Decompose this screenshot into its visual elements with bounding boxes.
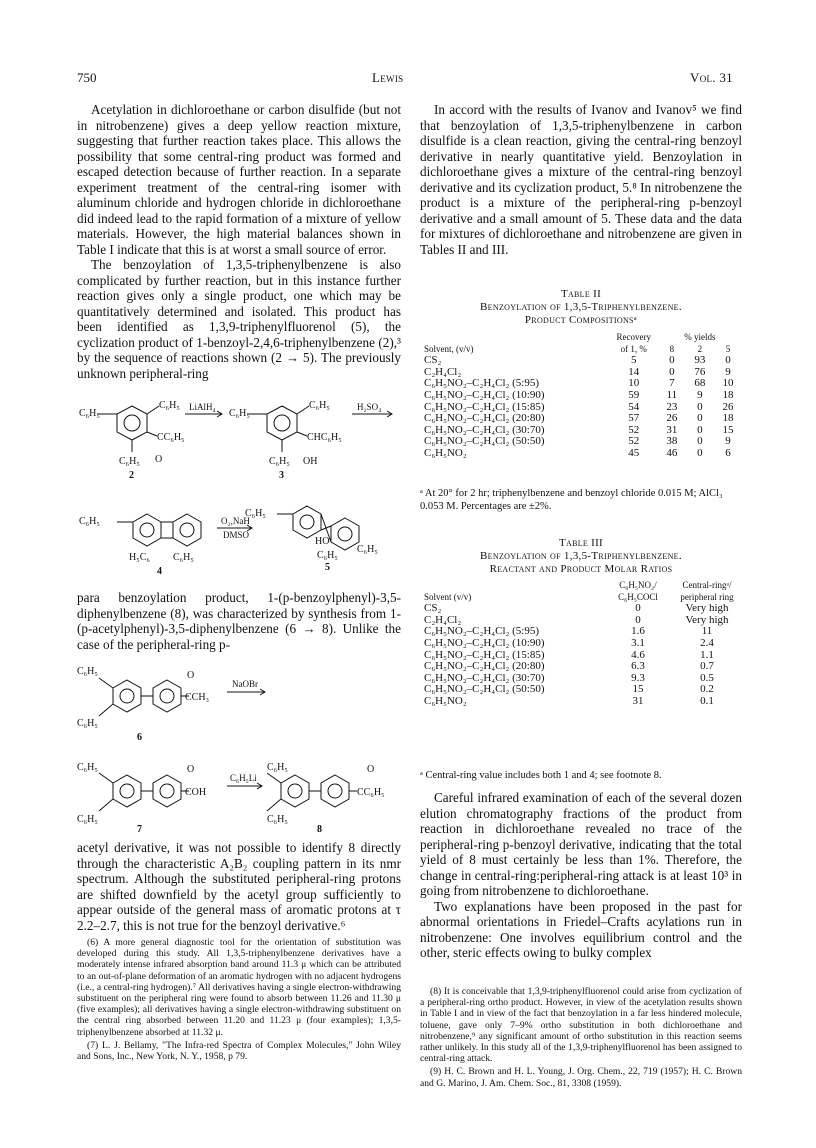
footnotes-right bbox=[420, 986, 742, 1091]
value-cell: 18 bbox=[722, 388, 734, 401]
value-cell: 11 bbox=[701, 625, 713, 638]
table-subtitle: Reactant and Product Molar Ratios bbox=[489, 563, 673, 575]
reaction-scheme-benzoylphenyl bbox=[77, 650, 407, 835]
solvent-cell: C₆H₅NO₂–C₂H₄Cl₂ (10:90) bbox=[424, 636, 545, 649]
col-header: 8 bbox=[669, 343, 675, 354]
value-cell: 6.3 bbox=[631, 660, 645, 673]
table-row bbox=[420, 661, 742, 673]
phenyl-label: C₆H₅ bbox=[79, 408, 100, 419]
phenyl-label: C₆H₅ bbox=[357, 544, 378, 555]
carboxyl-label: COH bbox=[185, 787, 207, 798]
left-column-middle bbox=[77, 590, 401, 652]
phenyl-label: C₆H₅ bbox=[173, 552, 194, 563]
value-cell: 23 bbox=[666, 400, 678, 413]
value-cell: Very high bbox=[685, 602, 729, 615]
value-cell: 0.7 bbox=[700, 660, 714, 673]
table-title: Benzoylation of 1,3,5-Triphenylbenzene. bbox=[480, 550, 682, 562]
compound-number: 8 bbox=[317, 824, 322, 835]
value-cell: 6 bbox=[725, 446, 731, 459]
value-cell: 93 bbox=[694, 354, 706, 367]
value-cell: 0 bbox=[669, 365, 675, 378]
h5c6-label: H₅C₆ bbox=[129, 552, 150, 563]
value-cell: 5 bbox=[631, 354, 637, 367]
right-column-bottom bbox=[420, 790, 742, 961]
value-cell: 0 bbox=[697, 435, 703, 448]
left-column-top bbox=[77, 102, 401, 381]
value-cell: 31 bbox=[632, 694, 644, 707]
value-cell: 0 bbox=[635, 602, 641, 615]
solvent-cell: CS₂ bbox=[424, 354, 442, 367]
value-cell: 1.1 bbox=[700, 648, 714, 661]
value-cell: 11 bbox=[666, 388, 678, 401]
solvent-cell: C₆H₅NO₂–C₂H₄Cl₂ (50:50) bbox=[424, 435, 545, 448]
value-cell: 0.1 bbox=[700, 694, 714, 707]
col-header: Central-ringᵃ/ peripheral ring bbox=[680, 580, 734, 602]
solvent-cell: C₆H₅NO₂–C₂H₄Cl₂ (20:80) bbox=[424, 660, 545, 673]
phenyl-label: C₆H₅ bbox=[77, 814, 98, 825]
phenyl-label: C₆H₅ bbox=[79, 516, 100, 527]
oxygen-label: O bbox=[187, 670, 195, 681]
phenyl-label: C₆H₅ bbox=[159, 400, 180, 411]
phenyl-label: C₆H₅ bbox=[269, 456, 290, 467]
table-row bbox=[420, 696, 742, 708]
hydroxyl-label: OH bbox=[303, 456, 318, 467]
col-header: Recovery of 1, % bbox=[616, 332, 652, 354]
col-header: 5 bbox=[725, 343, 731, 354]
table-row bbox=[420, 413, 742, 425]
volume-label: Vol. 31 bbox=[690, 70, 733, 85]
value-cell: 52 bbox=[628, 423, 640, 436]
col-header: % yields bbox=[684, 332, 716, 342]
value-cell: Very high bbox=[685, 613, 729, 626]
value-cell: 4.6 bbox=[631, 648, 645, 661]
value-cell: 7 bbox=[669, 377, 675, 390]
value-cell: 26 bbox=[666, 412, 678, 425]
paragraph: Acetylation in dichloroethane or carbon disulfide (but not in nitrobenzene) gives a deep yellow reaction mixture, suggesting that further reaction takes place. This allows the possibility that some central-ring product was formed and escaped detection because of further reaction. In a separate experiment treatment of the central-ring isomer with aluminum chloride and hydrogen chloride in dichloroethane did indeed lead to the rapid formation of a mixture of yellow materials. However, the high material balances shown in Table I indicate that this is at worst a small source of error. bbox=[77, 102, 401, 257]
table-3-caption bbox=[420, 537, 742, 576]
table-3 bbox=[420, 580, 742, 708]
table-label: Table III bbox=[558, 537, 604, 549]
phenyl-label: C₆H₅ bbox=[77, 718, 98, 729]
footnote: (8) It is conceivable that 1,3,9-triphenylfluorenol could arise from cyclization of a peripheral-ring ortho product. However, in view of the acetylation results shown in Table I and in view of the fact that benzoylation in a far less hindered molecule, toluene, gave only 7–9% ortho substitution in both dichloroethane and nitrobenzene,⁹ any significant amount of ortho substitution in this reaction seems rather unlikely. In this study all of the 1,3,9-triphenylfluorenol has been assigned to central-ring attack. bbox=[420, 986, 742, 1065]
compound-number: 5 bbox=[325, 562, 330, 573]
value-cell: 52 bbox=[628, 435, 640, 448]
compound-number: 2 bbox=[129, 470, 134, 481]
value-cell: 0 bbox=[635, 613, 641, 626]
value-cell: 54 bbox=[628, 400, 640, 413]
value-cell: 45 bbox=[628, 446, 640, 459]
value-cell: 57 bbox=[628, 412, 640, 425]
hydroxyl-label: HO bbox=[315, 536, 330, 547]
table-row bbox=[420, 638, 742, 650]
phenyl-label: C₆H₅ bbox=[119, 456, 140, 467]
col-header: C₆H₅NO₂/ C₆H₅COCl bbox=[618, 580, 658, 602]
value-cell: 9.3 bbox=[631, 671, 645, 684]
value-cell: 0 bbox=[697, 446, 703, 459]
paragraph: Two explanations have been proposed in the past for abnormal orientations in Friedel–Crafts acylations run in nitrobenzene: One involves equilibrium control and the other, steric effects owing to bulky complex bbox=[420, 898, 742, 960]
value-cell: 9 bbox=[725, 365, 731, 378]
reagent-label: O₂,NaH bbox=[221, 516, 250, 526]
oxygen-label: O bbox=[155, 454, 163, 465]
phenyl-label: C₆H₅ bbox=[77, 762, 98, 773]
solvent-cell: C₆H₅NO₂–C₂H₄Cl₂ (30:70) bbox=[424, 423, 545, 436]
solvent-cell: CS₂ bbox=[424, 602, 442, 615]
table-2-note: ᵃ At 20° for 2 hr; triphenylbenzene and benzoyl chloride 0.015 M; AlCl₃ 0.053 M. Percentages are ±2%. bbox=[420, 488, 723, 512]
table-row bbox=[420, 390, 742, 402]
value-cell: 9 bbox=[725, 435, 731, 448]
table-3-note: ᵃ Central-ring value includes both 1 and 4; see footnote 8. bbox=[420, 770, 662, 781]
solvent-cell: C₆H₅NO₂ bbox=[424, 446, 467, 459]
solvent-cell: C₂H₄Cl₂ bbox=[424, 613, 462, 626]
reagent-label: H₂SO₄ bbox=[357, 402, 382, 412]
value-cell: 26 bbox=[722, 400, 734, 413]
value-cell: 46 bbox=[666, 446, 678, 459]
right-column-top bbox=[420, 102, 742, 257]
col-header: 2 bbox=[697, 343, 703, 354]
value-cell: 0 bbox=[697, 423, 703, 436]
paragraph: para benzoylation product, 1-(p-benzoylphenyl)-3,5-diphenylbenzene (8), was characterized by synthesis from 1-(p-acetylphenyl)-3,5-diphenylbenzene (6 → 8). Unlike the case of the peripheral-ring p- bbox=[77, 590, 401, 652]
paragraph: acetyl derivative, it was not possible to identify 8 directly through the characteristic A₂B₂ coupling pattern in its nmr spectrum. Although the substituted peripheral-ring protons are shifted downfield by the acetyl group sufficiently to appear outside of the general mass of aromatic protons at τ 2.2–2.7, this is not true for the benzoyl derivative.⁶ bbox=[77, 840, 401, 933]
value-cell: 14 bbox=[628, 365, 640, 378]
value-cell: 0 bbox=[725, 354, 731, 367]
phenyl-label: C₆H₅ bbox=[267, 762, 288, 773]
value-cell: 59 bbox=[628, 388, 640, 401]
col-header: Solvent (v/v) bbox=[424, 591, 472, 602]
value-cell: 0 bbox=[697, 412, 703, 425]
footnote: (6) A more general diagnostic tool for the orientation of substitution was developed during this study. All 1,3,5-triphenylbenzene derivatives have a moderately intense infrared absorption band around 11.3 μ which can be attributed to an out-of-plane deformation of an aromatic hydrogen with no adjacent hydrogens (i.e., a central-ring hydrogen).⁷ All derivatives having a single electron-withdrawing substituent on the peripheral ring were found to absorb between 11.26 and 11.30 μ (five examples); all derivatives having a single electron-withdrawing substituent on the central ring absorbed between 11.20 and 11.23 μ (four examples); 1,3,5-triphenylbenzene absorbed at 11.32 μ. bbox=[77, 937, 401, 1038]
solvent-cell: C₆H₅NO₂–C₂H₄Cl₂ (20:80) bbox=[424, 412, 545, 425]
value-cell: 18 bbox=[722, 412, 734, 425]
value-cell: 15 bbox=[722, 423, 734, 436]
phenyl-label: C₆H₅ bbox=[229, 408, 250, 419]
value-cell: 0.2 bbox=[700, 683, 714, 696]
compound-number: 4 bbox=[157, 566, 162, 577]
value-cell: 68 bbox=[694, 377, 706, 390]
compound-number: 3 bbox=[279, 470, 284, 481]
paragraph: The benzoylation of 1,3,5-triphenylbenzene is also complicated by further reaction, but in this instance further reaction gives only a single product, one which may be quantitatively determined and isolated. This product has been identified as 1,3,9-triphenylfluorenol (5), the cyclization product of 1-benzoyl-2,4,6-triphenylbenzene (2),³ by the sequence of reactions shown (2 → 5). The previously unknown peripheral-ring bbox=[77, 257, 401, 381]
solvent-cell: C₆H₅NO₂–C₂H₄Cl₂ (50:50) bbox=[424, 683, 545, 696]
reaction-scheme-fluorenol bbox=[77, 384, 407, 584]
footnote: (7) L. J. Bellamy, "The Infra-red Spectra of Complex Molecules," John Wiley and Sons, Inc., New York, N. Y., 1958, p 79. bbox=[77, 1039, 401, 1063]
solvent-cell: C₆H₅NO₂–C₂H₄Cl₂ (5:95) bbox=[424, 377, 539, 390]
solvent-cell: C₆H₅NO₂–C₂H₄Cl₂ (10:90) bbox=[424, 388, 545, 401]
table-subtitle: Product Compositionsᵃ bbox=[524, 314, 638, 326]
solvent-cell: C₆H₅NO₂–C₂H₄Cl₂ (5:95) bbox=[424, 625, 539, 638]
solvent-cell: C₆H₅NO₂–C₂H₄Cl₂ (15:85) bbox=[424, 400, 545, 413]
phenyl-label: C₆H₅ bbox=[245, 508, 266, 519]
solvent-cell: C₆H₅NO₂–C₂H₄Cl₂ (15:85) bbox=[424, 648, 545, 661]
value-cell: 10 bbox=[628, 377, 640, 390]
reagent-label: DMSO bbox=[223, 530, 250, 540]
table-title: Benzoylation of 1,3,5-Triphenylbenzene. bbox=[480, 301, 682, 313]
table-row bbox=[420, 436, 742, 448]
solvent-cell: C₆H₅NO₂–C₂H₄Cl₂ (30:70) bbox=[424, 671, 545, 684]
benzoyl-label: CC₆H₅ bbox=[157, 432, 185, 443]
solvent-cell: C₂H₄Cl₂ bbox=[424, 365, 462, 378]
compound-number: 7 bbox=[137, 824, 142, 835]
value-cell: 76 bbox=[694, 365, 706, 378]
value-cell: 9 bbox=[697, 388, 703, 401]
value-cell: 2.4 bbox=[700, 636, 714, 649]
table-row bbox=[420, 684, 742, 696]
col-header: Solvent, (v/v) bbox=[424, 343, 474, 354]
reagent-label: LiAlH₄ bbox=[189, 402, 216, 412]
benzoyl-label: CC₆H₅ bbox=[357, 787, 385, 798]
phenyl-label: C₆H₅ bbox=[267, 814, 288, 825]
chc6h5-label: CHC₆H₅ bbox=[307, 432, 342, 443]
value-cell: 10 bbox=[722, 377, 734, 390]
table-2-caption bbox=[420, 288, 742, 327]
value-cell: 0 bbox=[697, 400, 703, 413]
phenyl-label: C₆H₅ bbox=[309, 400, 330, 411]
oxygen-label: O bbox=[367, 764, 375, 775]
value-cell: 38 bbox=[666, 435, 678, 448]
value-cell: 3.1 bbox=[631, 636, 645, 649]
value-cell: 31 bbox=[666, 423, 678, 436]
left-column-bottom bbox=[77, 840, 401, 933]
running-author: Lewis bbox=[372, 70, 404, 85]
reagent-label: C₆H₅Li bbox=[230, 773, 257, 783]
reagent-label: NaOBr bbox=[232, 679, 258, 689]
value-cell: 0 bbox=[669, 354, 675, 367]
value-cell: 0.5 bbox=[700, 671, 714, 684]
value-cell: 15 bbox=[632, 683, 644, 696]
compound-number: 6 bbox=[137, 732, 142, 743]
table-label: Table II bbox=[560, 288, 602, 300]
acetyl-label: CCH₃ bbox=[185, 692, 210, 703]
paragraph: In accord with the results of Ivanov and Ivanov⁵ we find that benzoylation of 1,3,5-triphenylbenzene in carbon disulfide is a clean reaction, giving the central-ring benzoyl derivative in nearly quantitative yield. Benzoylation in dichloroethane gives a mixture of the central-ring benzoyl derivative and its cyclization product, 5.⁸ In nitrobenzene the product is a mixture of the peripheral-ring p-benzoyl derivative and a small amount of 5. These data and the data for mixtures of dichloroethane and nitrobenzene are given in Tables II and III. bbox=[420, 102, 742, 257]
footnote: (9) H. C. Brown and H. L. Young, J. Org. Chem., 22, 719 (1957); H. C. Brown and G. Marino, J. Am. Chem. Soc., 81, 3308 (1959). bbox=[420, 1066, 742, 1089]
phenyl-label: C₆H₅ bbox=[317, 550, 338, 561]
solvent-cell: C₆H₅NO₂ bbox=[424, 694, 467, 707]
table-2 bbox=[420, 332, 742, 460]
paragraph: Careful infrared examination of each of the several dozen elution chromatography fractions of the product from reaction in dichloroethane revealed no trace of the peripheral-ring p-benzoyl derivative, indicating that the total yield of 8 must certainly be less than 1%. Therefore, the change in central-ring:peripheral-ring attack is at least 10³ in going from nitrobenzene to dichloroethane. bbox=[420, 790, 742, 898]
value-cell: 1.6 bbox=[631, 625, 645, 638]
page-number: 750 bbox=[77, 70, 97, 85]
oxygen-label: O bbox=[187, 764, 195, 775]
phenyl-label: C₆H₅ bbox=[77, 666, 98, 677]
table-row bbox=[420, 448, 742, 460]
footnotes-left bbox=[77, 937, 401, 1064]
